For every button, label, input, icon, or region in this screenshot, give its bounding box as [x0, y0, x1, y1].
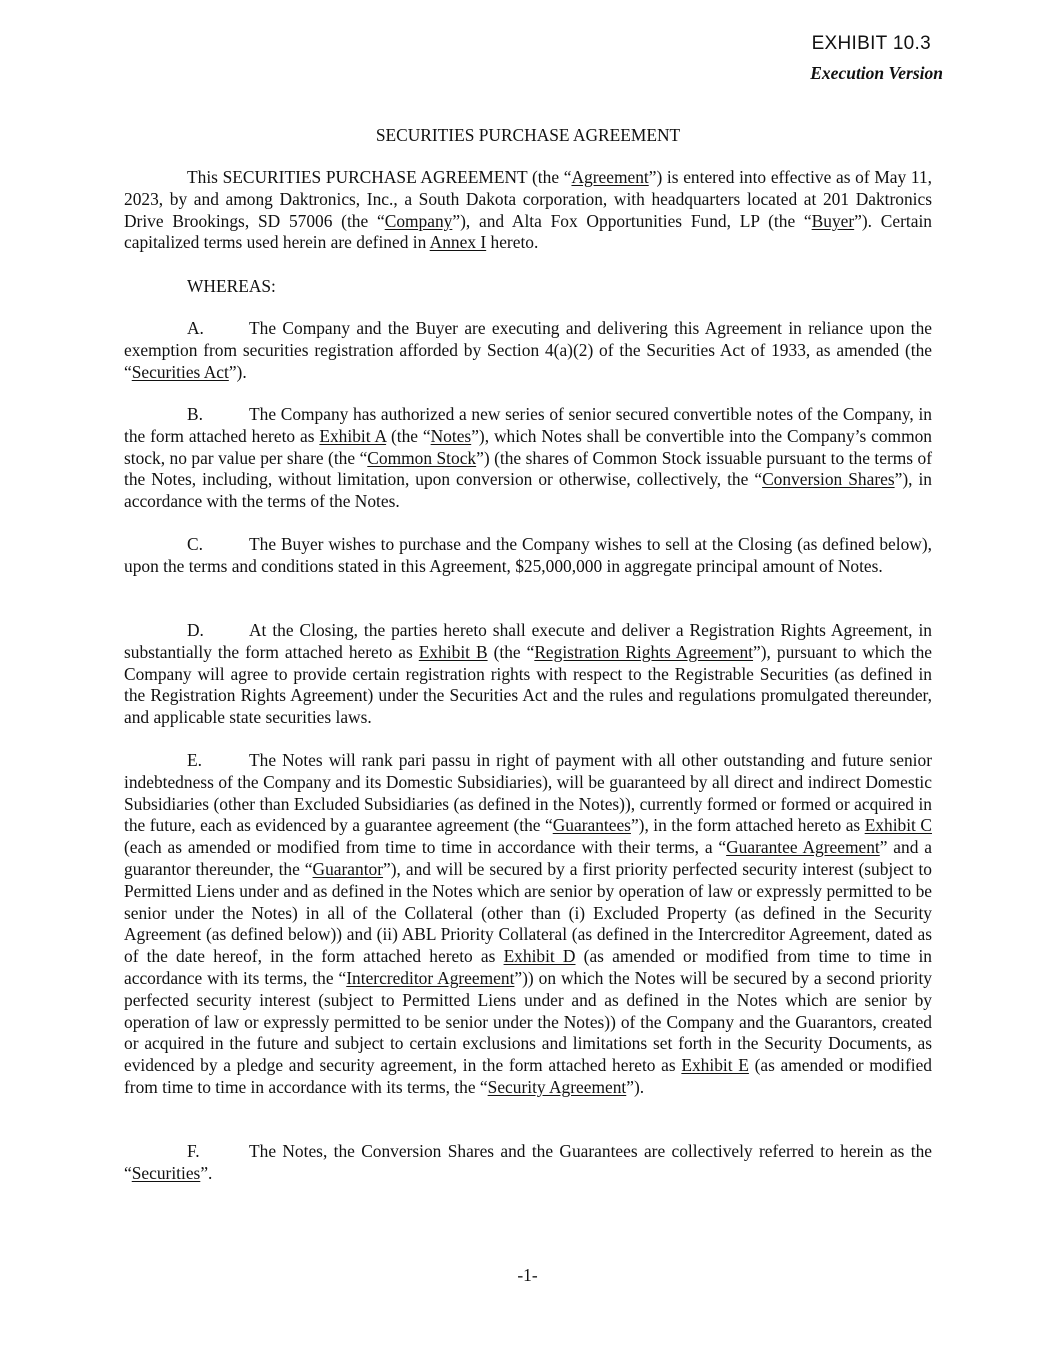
recital-c: C. The Buyer wishes to purchase and the Company wishes to sell at the Closing (as defined below), upon the terms and conditions stated in this Agreement, $25,000,000 in aggregate principal amount of Notes. [124, 534, 932, 576]
exhibit-d-reference: Exhibit D [503, 946, 576, 967]
recital-label: E. [187, 750, 202, 770]
recital-label: F. [187, 1141, 200, 1161]
defined-term-common-stock: Common Stock [367, 447, 477, 468]
recital-label: C. [187, 534, 203, 554]
recital-e: E. The Notes will rank pari passu in right of payment with all other outstanding and future senior indebtedness of the Company and its Domestic Subsidiaries), will be guaranteed by all direct and indirect Domestic Subsidiaries (other than Excluded Subsidiaries (as defined in the Notes)), currently formed or formed or acquired in the future, each as evidenced by a guarantee agreement (the “Guarantees”), in the form attached hereto as Exhibit C (each as amended or modified from time to time in accordance with their terms, a “Guarantee Agreement” and a guarantor thereunder, the “Guarantor”), and will be secured by a first priority perfected security interest (subject to Permitted Liens under and as defined in the Notes which are senior by operation of law or expressly permitted to be senior under the Notes) in all of the Collateral (other than (i) Excluded Property (as defined in the Security Agreement (as defined below)) and (ii) ABL Priority Collateral (as defined in the Intercreditor Agreement, dated as of the date hereof, in the form attached hereto as Exhibit D (as amended or modified from time to time in accordance with its terms, the “Intercreditor Agreement”)) on which the Notes will be secured by a second priority perfected security interest (subject to Permitted Liens under and as defined in the Notes which are senior by operation of law or expressly permitted to be senior under the Notes)) of the Company and the Guarantors, created or acquired in the future and subject to certain exclusions and limitations set forth in the Security Documents, as evidenced by a pledge and security agreement, in the form attached hereto as Exhibit E (as amended or modified from time to time in accordance with its terms, the “Security Agreement”). [124, 750, 933, 1097]
defined-term-securities: Securities [131, 1162, 201, 1183]
defined-term-guarantees: Guarantees [552, 815, 631, 836]
defined-term-buyer: Buyer [811, 210, 855, 231]
defined-term-conversion-shares: Conversion Shares [762, 469, 895, 490]
annex-reference: Annex I [429, 232, 487, 253]
exhibit-a-reference: Exhibit A [319, 425, 387, 446]
recital-label: D. [187, 620, 204, 640]
document-title: SECURITIES PURCHASE AGREEMENT [375, 125, 681, 145]
recital-f: F. The Notes, the Conversion Shares and the Guarantees are collectively referred to herein as the “Securities”. [124, 1141, 932, 1183]
exhibit-b-reference: Exhibit B [418, 641, 488, 662]
exhibit-c-reference: Exhibit C [864, 815, 932, 836]
defined-term-registration-rights-agreement: Registration Rights Agreement [534, 641, 754, 662]
defined-term-intercreditor-agreement: Intercreditor Agreement [346, 967, 515, 988]
exhibit-e-reference: Exhibit E [681, 1055, 749, 1076]
page-number: -1- [517, 1265, 538, 1285]
defined-term-guarantor: Guarantor [312, 858, 384, 879]
intro-paragraph: This SECURITIES PURCHASE AGREEMENT (the “Agreement”) is entered into effective as of May 11, 2023, by and among Daktronics, Inc., a South Dakota corporation, with headquarters located at 201 Daktronics Drive Brookings, SD 57006 (the “Company”), and Alta Fox Opportunities Fund, LP (the “Buyer”). Certain capitalized terms used herein are defined in Annex I hereto. [124, 167, 933, 253]
whereas-heading: WHEREAS: [187, 276, 276, 296]
recital-label: A. [187, 318, 204, 338]
recital-b: B. The Company has authorized a new series of senior secured convertible notes of the Company, in the form attached hereto as Exhibit A (the “Notes”), which Notes shall be convertible into the Company’s common stock, no par value per share (the “Common Stock”) (the shares of Common Stock issuable pursuant to the terms of the Notes, including, without limitation, upon conversion or otherwise, collectively, the “Conversion Shares”), in accordance with the terms of the Notes. [124, 404, 933, 512]
defined-term-guarantee-agreement: Guarantee Agreement [726, 837, 880, 858]
execution-version-label: Execution Version [810, 63, 943, 83]
recital-d: D. At the Closing, the parties hereto shall execute and deliver a Registration Rights Agreement, in substantially the form attached hereto as Exhibit B (the “Registration Rights Agreement”), pursuant to which the Company will agree to provide certain registration rights with respect to the Registrable Securities (as defined in the Registration Rights Agreement) under the Securities Act and the rules and regulations promulgated thereunder, and applicable state securities laws. [124, 620, 933, 728]
exhibit-number: EXHIBIT 10.3 [811, 33, 931, 54]
defined-term-company: Company [384, 210, 453, 231]
recital-a: A. The Company and the Buyer are executing and delivering this Agreement in reliance upon the exemption from securities registration afforded by Section 4(a)(2) of the Securities Act of 1933, as amended (the “Securities Act”). [124, 318, 932, 382]
defined-term-agreement: Agreement [571, 167, 649, 187]
recital-label: B. [187, 404, 203, 424]
defined-term-securities-act: Securities Act [131, 361, 229, 382]
defined-term-security-agreement: Security Agreement [487, 1076, 627, 1097]
defined-term-notes: Notes [430, 425, 472, 446]
